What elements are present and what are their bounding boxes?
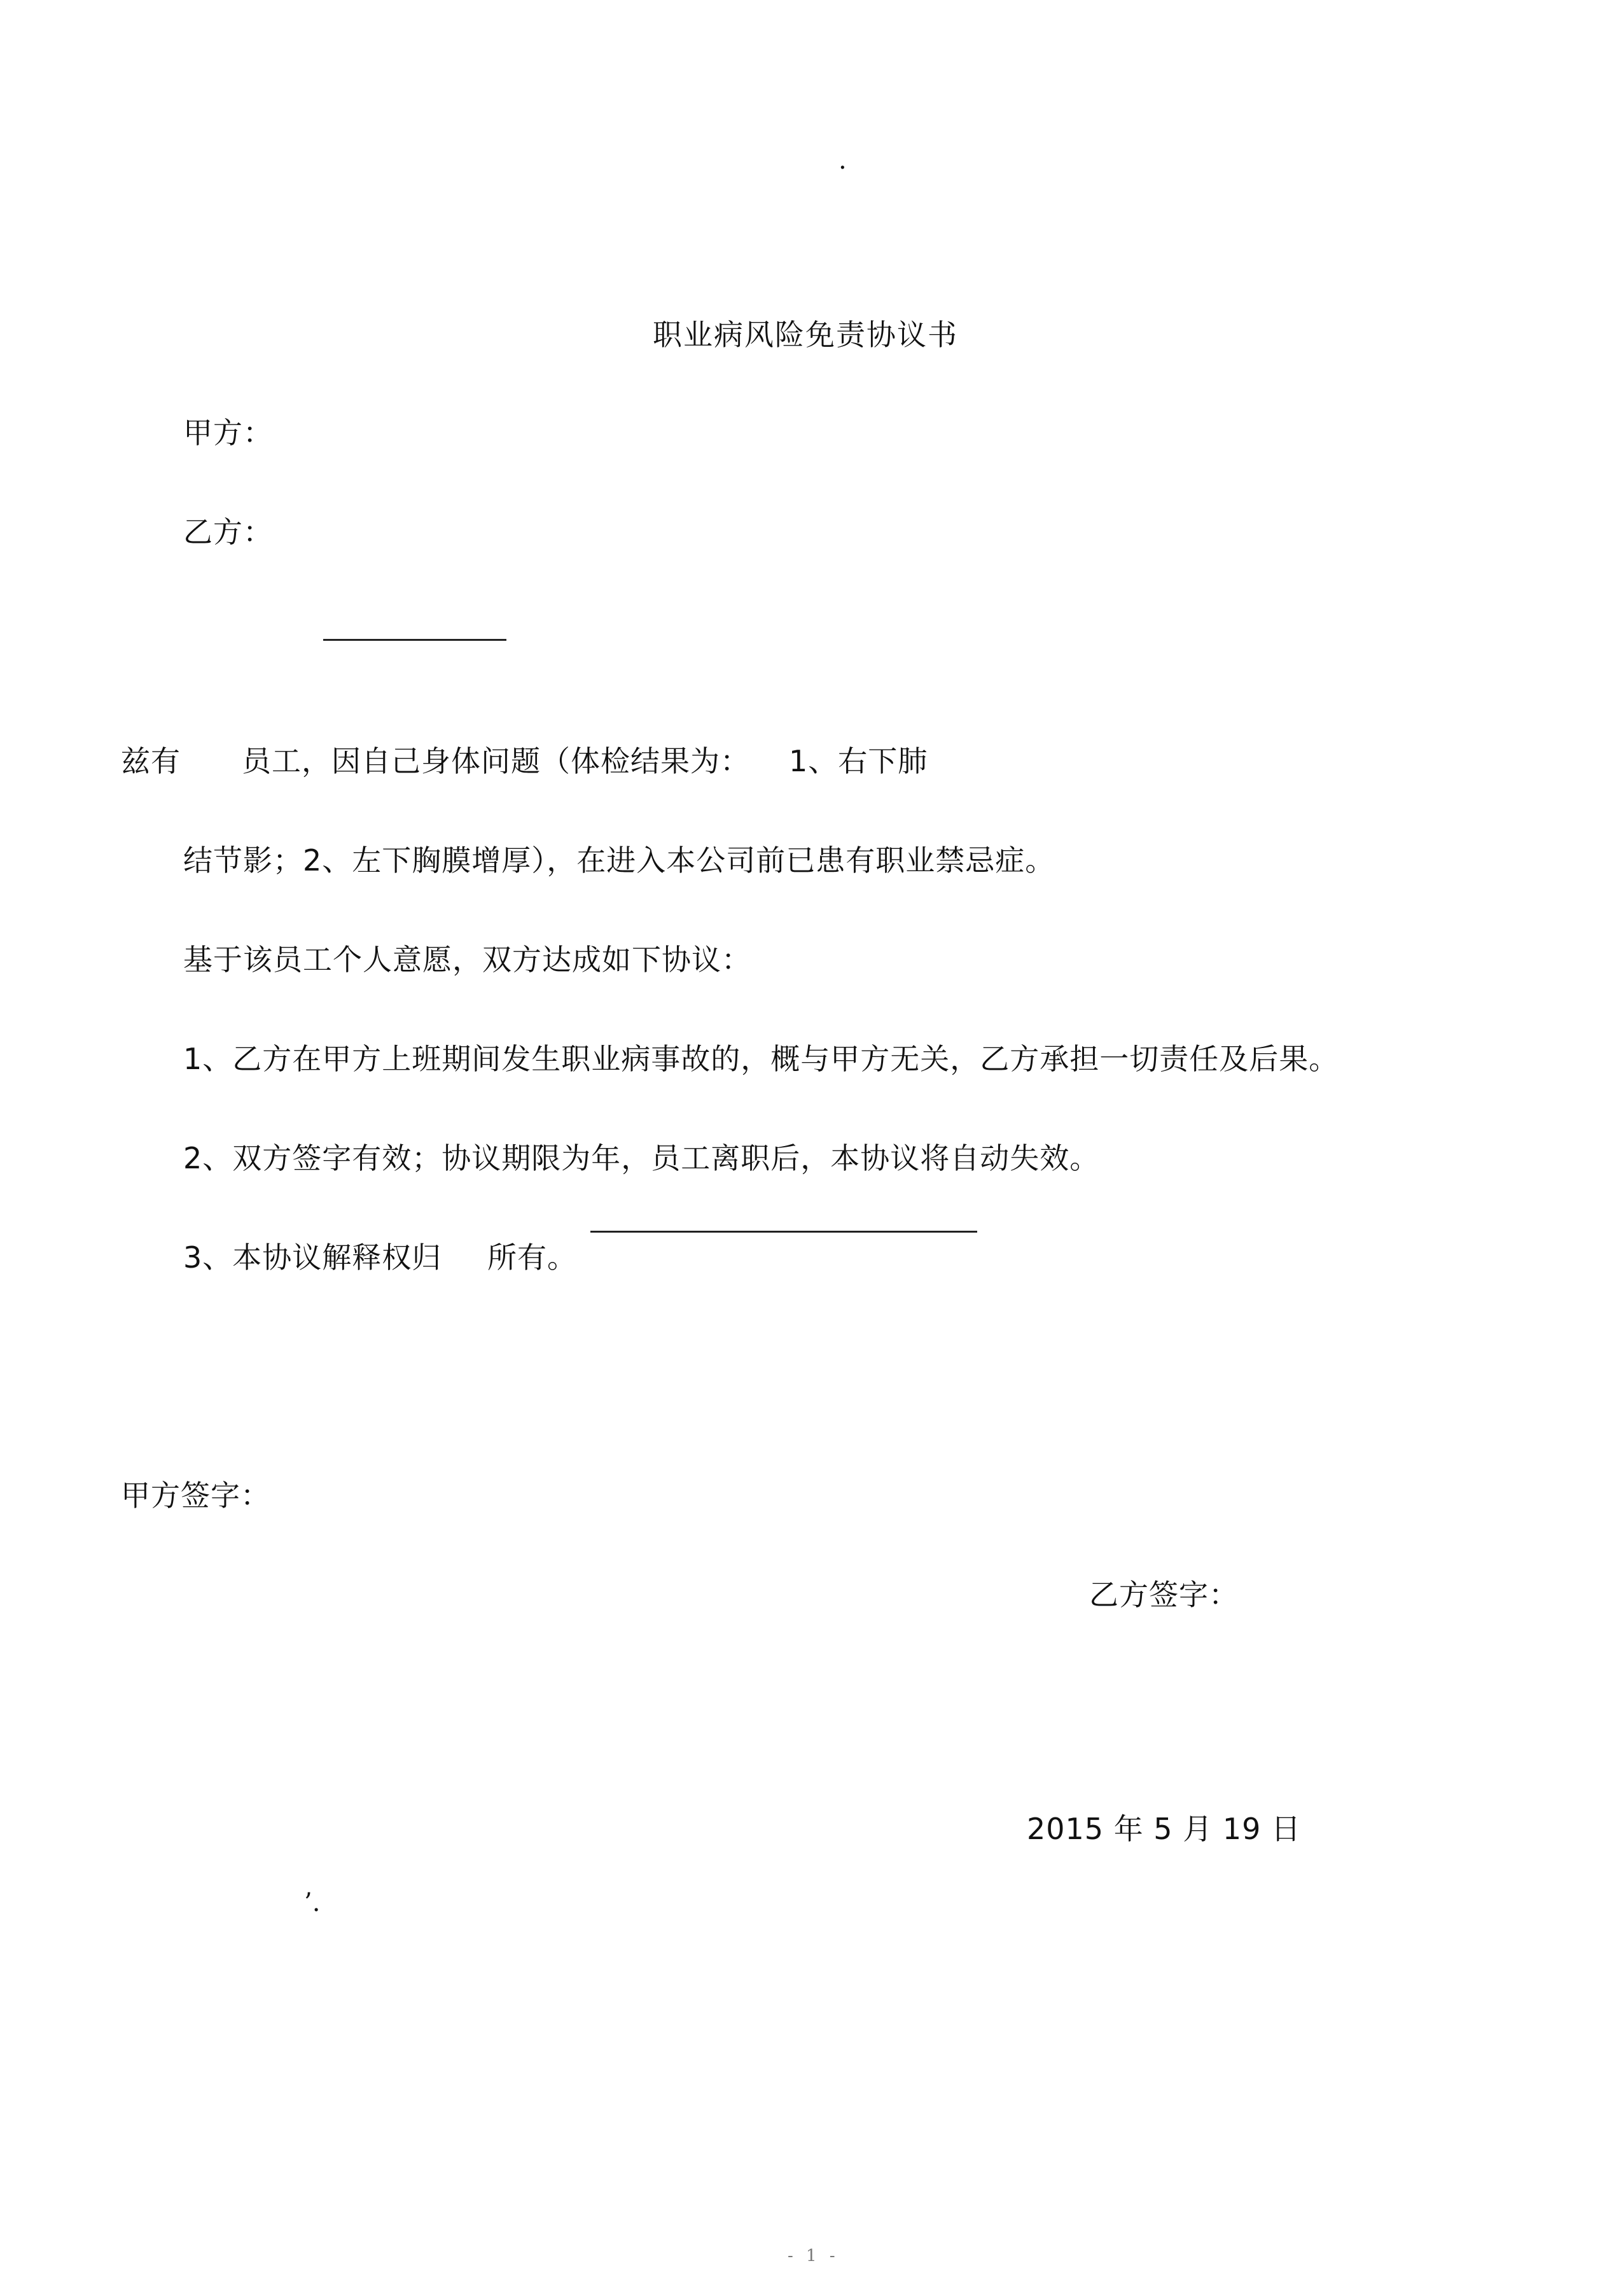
document-title: 职业病风险免责协议书	[653, 318, 958, 352]
para1-continuation: 结节影；2、左下胸膜增厚），在进入本公司前已患有职业禁忌症。	[183, 843, 1055, 878]
para1-start: 兹有	[121, 744, 181, 778]
page-number: - 1 -	[788, 2246, 839, 2265]
party-b-signature-label: 乙方签字：	[1089, 1578, 1239, 1612]
header-dot: .	[838, 146, 847, 175]
para1-item: 1、右下肺	[789, 744, 928, 778]
stray-mark: ’.	[304, 1888, 321, 1917]
clause-3-end: 所有。	[487, 1240, 577, 1275]
party-b-label: 乙方：	[183, 515, 273, 549]
party-a-signature-label: 甲方签字：	[121, 1478, 270, 1513]
blank-underline-name	[323, 639, 506, 641]
blank-underline-term	[590, 1231, 977, 1233]
clause-1: 1、乙方在甲方上班期间发生职业病事故的，概与甲方无关，乙方承担一切责任及后果。	[183, 1042, 1339, 1076]
party-a-label: 甲方：	[183, 416, 273, 450]
signing-date: 2015 年 5 月 19 日	[1027, 1812, 1301, 1846]
clause-3-start: 3、本协议解释权归	[183, 1240, 442, 1275]
clause-2: 2、双方签字有效；协议期限为年，员工离职后，本协议将自动失效。	[183, 1141, 1100, 1175]
para1-middle: 员工，因自己身体问题（体检结果为：	[242, 744, 750, 778]
agreement-intro: 基于该员工个人意愿，双方达成如下协议：	[183, 942, 751, 977]
